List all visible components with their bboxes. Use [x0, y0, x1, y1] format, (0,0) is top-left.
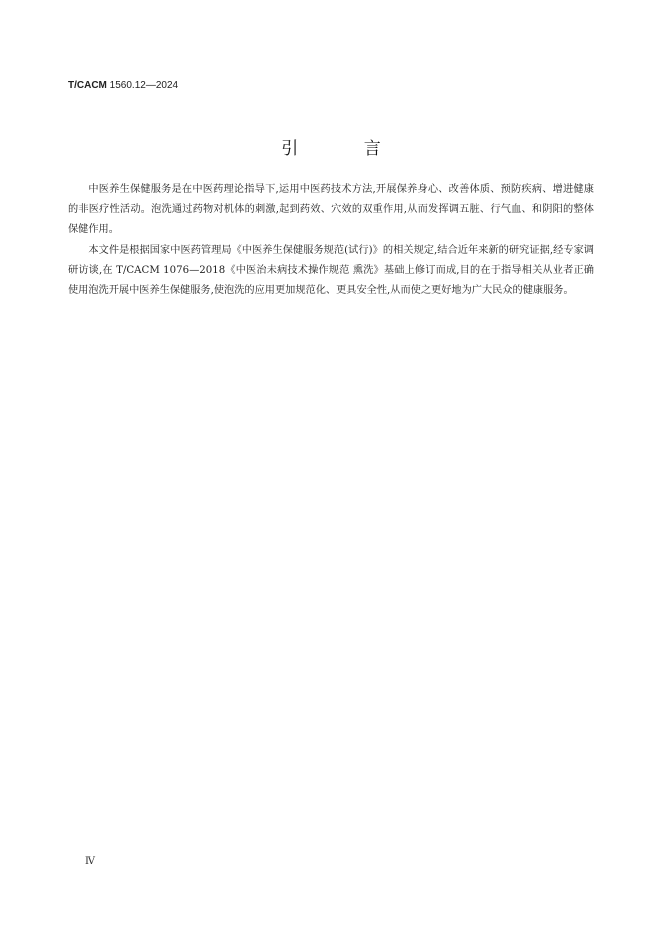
- standard-number: [68, 80, 178, 91]
- standard-number-value: 1560.12—2024: [109, 80, 179, 91]
- body-text: [68, 180, 594, 301]
- paragraph-2: 本文件是根据国家中医药管理局《中医养生保健服务规范(试行)》的相关规定,结合近年来新的研究证据,经专家调研访谈,在 T/CACM 1076—2018《中医治未病技术操作规范 熏洗》基础上修订而成,目的在于指导相关从业者正确使用泡洗开展中医养生保健服务,使泡洗的应用更加规范化、更具安全性,从而使之更好地为广大民众的健康服务。: [68, 244, 594, 297]
- page-number: Ⅳ: [85, 856, 95, 867]
- section-title: 引 言: [281, 139, 411, 159]
- paragraph-1: 中医养生保健服务是在中医药理论指导下,运用中医药技术方法,开展保养身心、改善体质、预防疾病、增进健康的非医疗性活动。泡洗通过药物对机体的刺激,起到药效、穴效的双重作用,从而发挥调五脏、行气血、和阴阳的整体保健作用。: [68, 184, 594, 236]
- standard-code: T/CACM: [68, 80, 107, 91]
